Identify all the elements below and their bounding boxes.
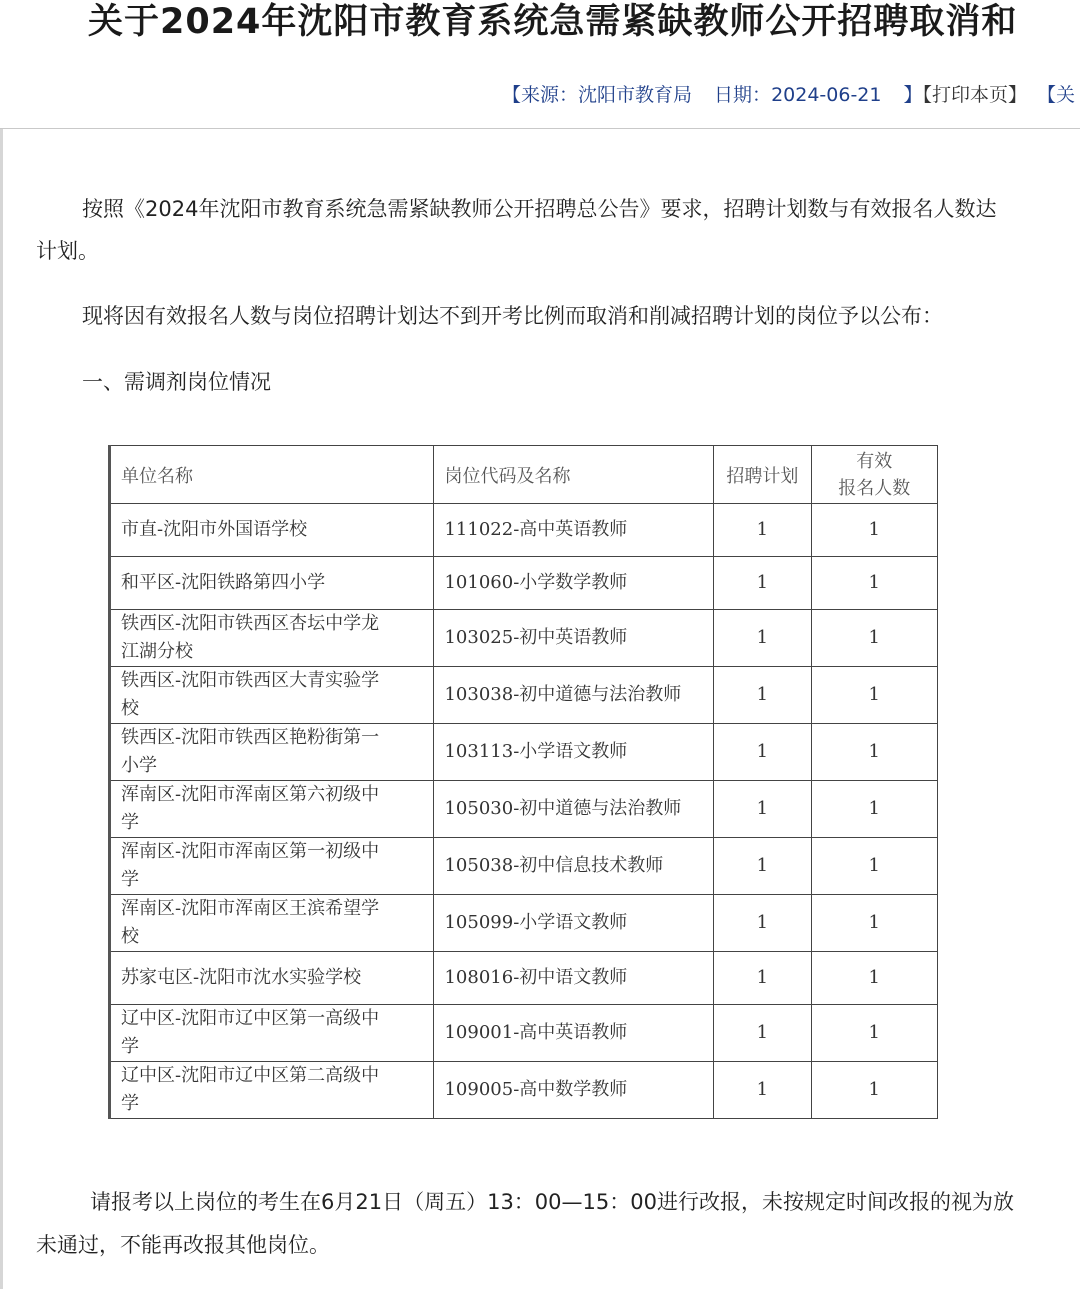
cell-valid: 1 [811,1005,937,1062]
table-row [110,667,938,724]
cell-position: 105099-小学语文教师 [434,895,714,952]
cell-position: 109001-高中英语教师 [434,1005,714,1062]
cell-position: 103025-初中英语教师 [434,610,714,667]
page-title: 关于2024年沈阳市教育系统急需紧缺教师公开招聘取消和 [88,2,1018,42]
cell-position: 103113-小学语文教师 [434,724,714,781]
cell-unit-line-1: 市直-沈阳市外国语学校 [121,519,308,540]
left-border [0,128,3,1289]
cell-unit [110,1062,434,1119]
section-heading: 一、需调剂岗位情况 [82,370,271,394]
paragraph-4-line-1: 请报考以上岗位的考生在6月21日（周五）13：00—15：00进行改报，未按规定时间改报的视为放 [90,1190,1014,1214]
paragraph-1-line-1: 按照《2024年沈阳市教育系统急需紧缺教师公开招聘总公告》要求，招聘计划数与有效报名人数达 [82,197,997,221]
paragraph-2: 现将因有效报名人数与岗位招聘计划达不到开考比例而取消和削减招聘计划的岗位予以公布： [82,304,943,328]
table-row [110,724,938,781]
date-value: 2024-06-21 [771,84,882,106]
cell-unit-line-2: 江湖分校 [121,641,193,662]
cell-unit [110,1005,434,1062]
cell-position: 109005-高中数学教师 [434,1062,714,1119]
table-row [110,1005,938,1062]
cell-unit-line-2: 校 [121,698,139,719]
cell-unit-line-2: 学 [121,812,139,833]
cell-unit-line-1: 辽中区-沈阳市辽中区第二高级中 [121,1065,380,1086]
cell-unit-line-1: 和平区-沈阳铁路第四小学 [121,572,326,593]
cell-plan: 1 [714,952,811,1005]
header-divider [0,128,1080,129]
date-label: 日期： [714,84,772,106]
cell-valid: 1 [811,1062,937,1119]
cell-valid: 1 [811,724,937,781]
cell-position: 108016-初中语文教师 [434,952,714,1005]
cell-unit-line-1: 浑南区-沈阳市浑南区第六初级中 [121,784,380,805]
table-header-row [110,446,938,504]
print-page-link[interactable]: 【打印本页】 [922,84,1028,106]
close-page-link[interactable]: 【关 [1037,84,1076,106]
article-meta [502,80,1075,107]
meta-close-bracket: 】 [903,84,923,106]
cell-valid: 1 [811,504,937,557]
header-valid [811,446,937,504]
header-valid-line-1: 有效 [856,450,893,472]
positions-table [108,445,938,1119]
cell-valid: 1 [811,781,937,838]
table-row [110,781,938,838]
cell-valid: 1 [811,557,937,610]
table-row [110,838,938,895]
cell-position: 101060-小学数学教师 [434,557,714,610]
cell-unit-line-1: 铁西区-沈阳市铁西区杏坛中学龙 [121,613,380,634]
cell-position: 105030-初中道德与法治教师 [434,781,714,838]
cell-position: 111022-高中英语教师 [434,504,714,557]
cell-plan: 1 [714,895,811,952]
cell-position: 105038-初中信息技术教师 [434,838,714,895]
paragraph-4-line-2: 未通过，不能再改报其他岗位。 [36,1233,330,1257]
table-row [110,895,938,952]
cell-unit [110,724,434,781]
cell-unit-line-1: 浑南区-沈阳市浑南区王滨希望学 [121,898,380,919]
table-body [110,504,938,1119]
paragraph-1-line-2: 计划。 [36,239,99,263]
positions-table-wrap [108,445,938,1119]
cell-unit-line-1: 浑南区-沈阳市浑南区第一初级中 [121,841,380,862]
cell-plan: 1 [714,781,811,838]
table-row [110,504,938,557]
cell-unit-line-1: 辽中区-沈阳市辽中区第一高级中 [121,1008,380,1029]
cell-unit-line-2: 学 [121,1093,139,1114]
cell-unit [110,667,434,724]
cell-valid: 1 [811,895,937,952]
cell-unit-line-1: 铁西区-沈阳市铁西区大青实验学 [121,670,380,691]
cell-plan: 1 [714,504,811,557]
cell-unit [110,838,434,895]
cell-unit [110,781,434,838]
cell-unit [110,895,434,952]
source-label: 来源： [521,84,579,106]
source-value: 沈阳市教育局 [578,84,693,106]
cell-unit-line-1: 铁西区-沈阳市铁西区艳粉街第一 [121,727,380,748]
cell-unit [110,610,434,667]
header-unit: 单位名称 [110,446,434,504]
cell-valid: 1 [811,838,937,895]
cell-plan: 1 [714,667,811,724]
cell-plan: 1 [714,610,811,667]
cell-unit [110,504,434,557]
header-plan: 招聘计划 [714,446,811,504]
cell-unit-line-2: 学 [121,1036,139,1057]
cell-position: 103038-初中道德与法治教师 [434,667,714,724]
cell-plan: 1 [714,838,811,895]
cell-plan: 1 [714,1005,811,1062]
cell-unit-line-2: 学 [121,869,139,890]
cell-unit [110,557,434,610]
cell-unit-line-2: 校 [121,926,139,947]
cell-plan: 1 [714,557,811,610]
table-row [110,610,938,667]
cell-unit-line-2: 小学 [121,755,157,776]
cell-valid: 1 [811,952,937,1005]
table-row [110,557,938,610]
header-position: 岗位代码及名称 [434,446,714,504]
meta-open-bracket: 【 [502,84,522,106]
cell-unit [110,952,434,1005]
cell-valid: 1 [811,610,937,667]
cell-plan: 1 [714,724,811,781]
cell-valid: 1 [811,667,937,724]
cell-unit-line-1: 苏家屯区-沈阳市沈水实验学校 [121,967,362,988]
table-row [110,1062,938,1119]
header-valid-line-2: 报名人数 [838,477,911,499]
table-row [110,952,938,1005]
cell-plan: 1 [714,1062,811,1119]
